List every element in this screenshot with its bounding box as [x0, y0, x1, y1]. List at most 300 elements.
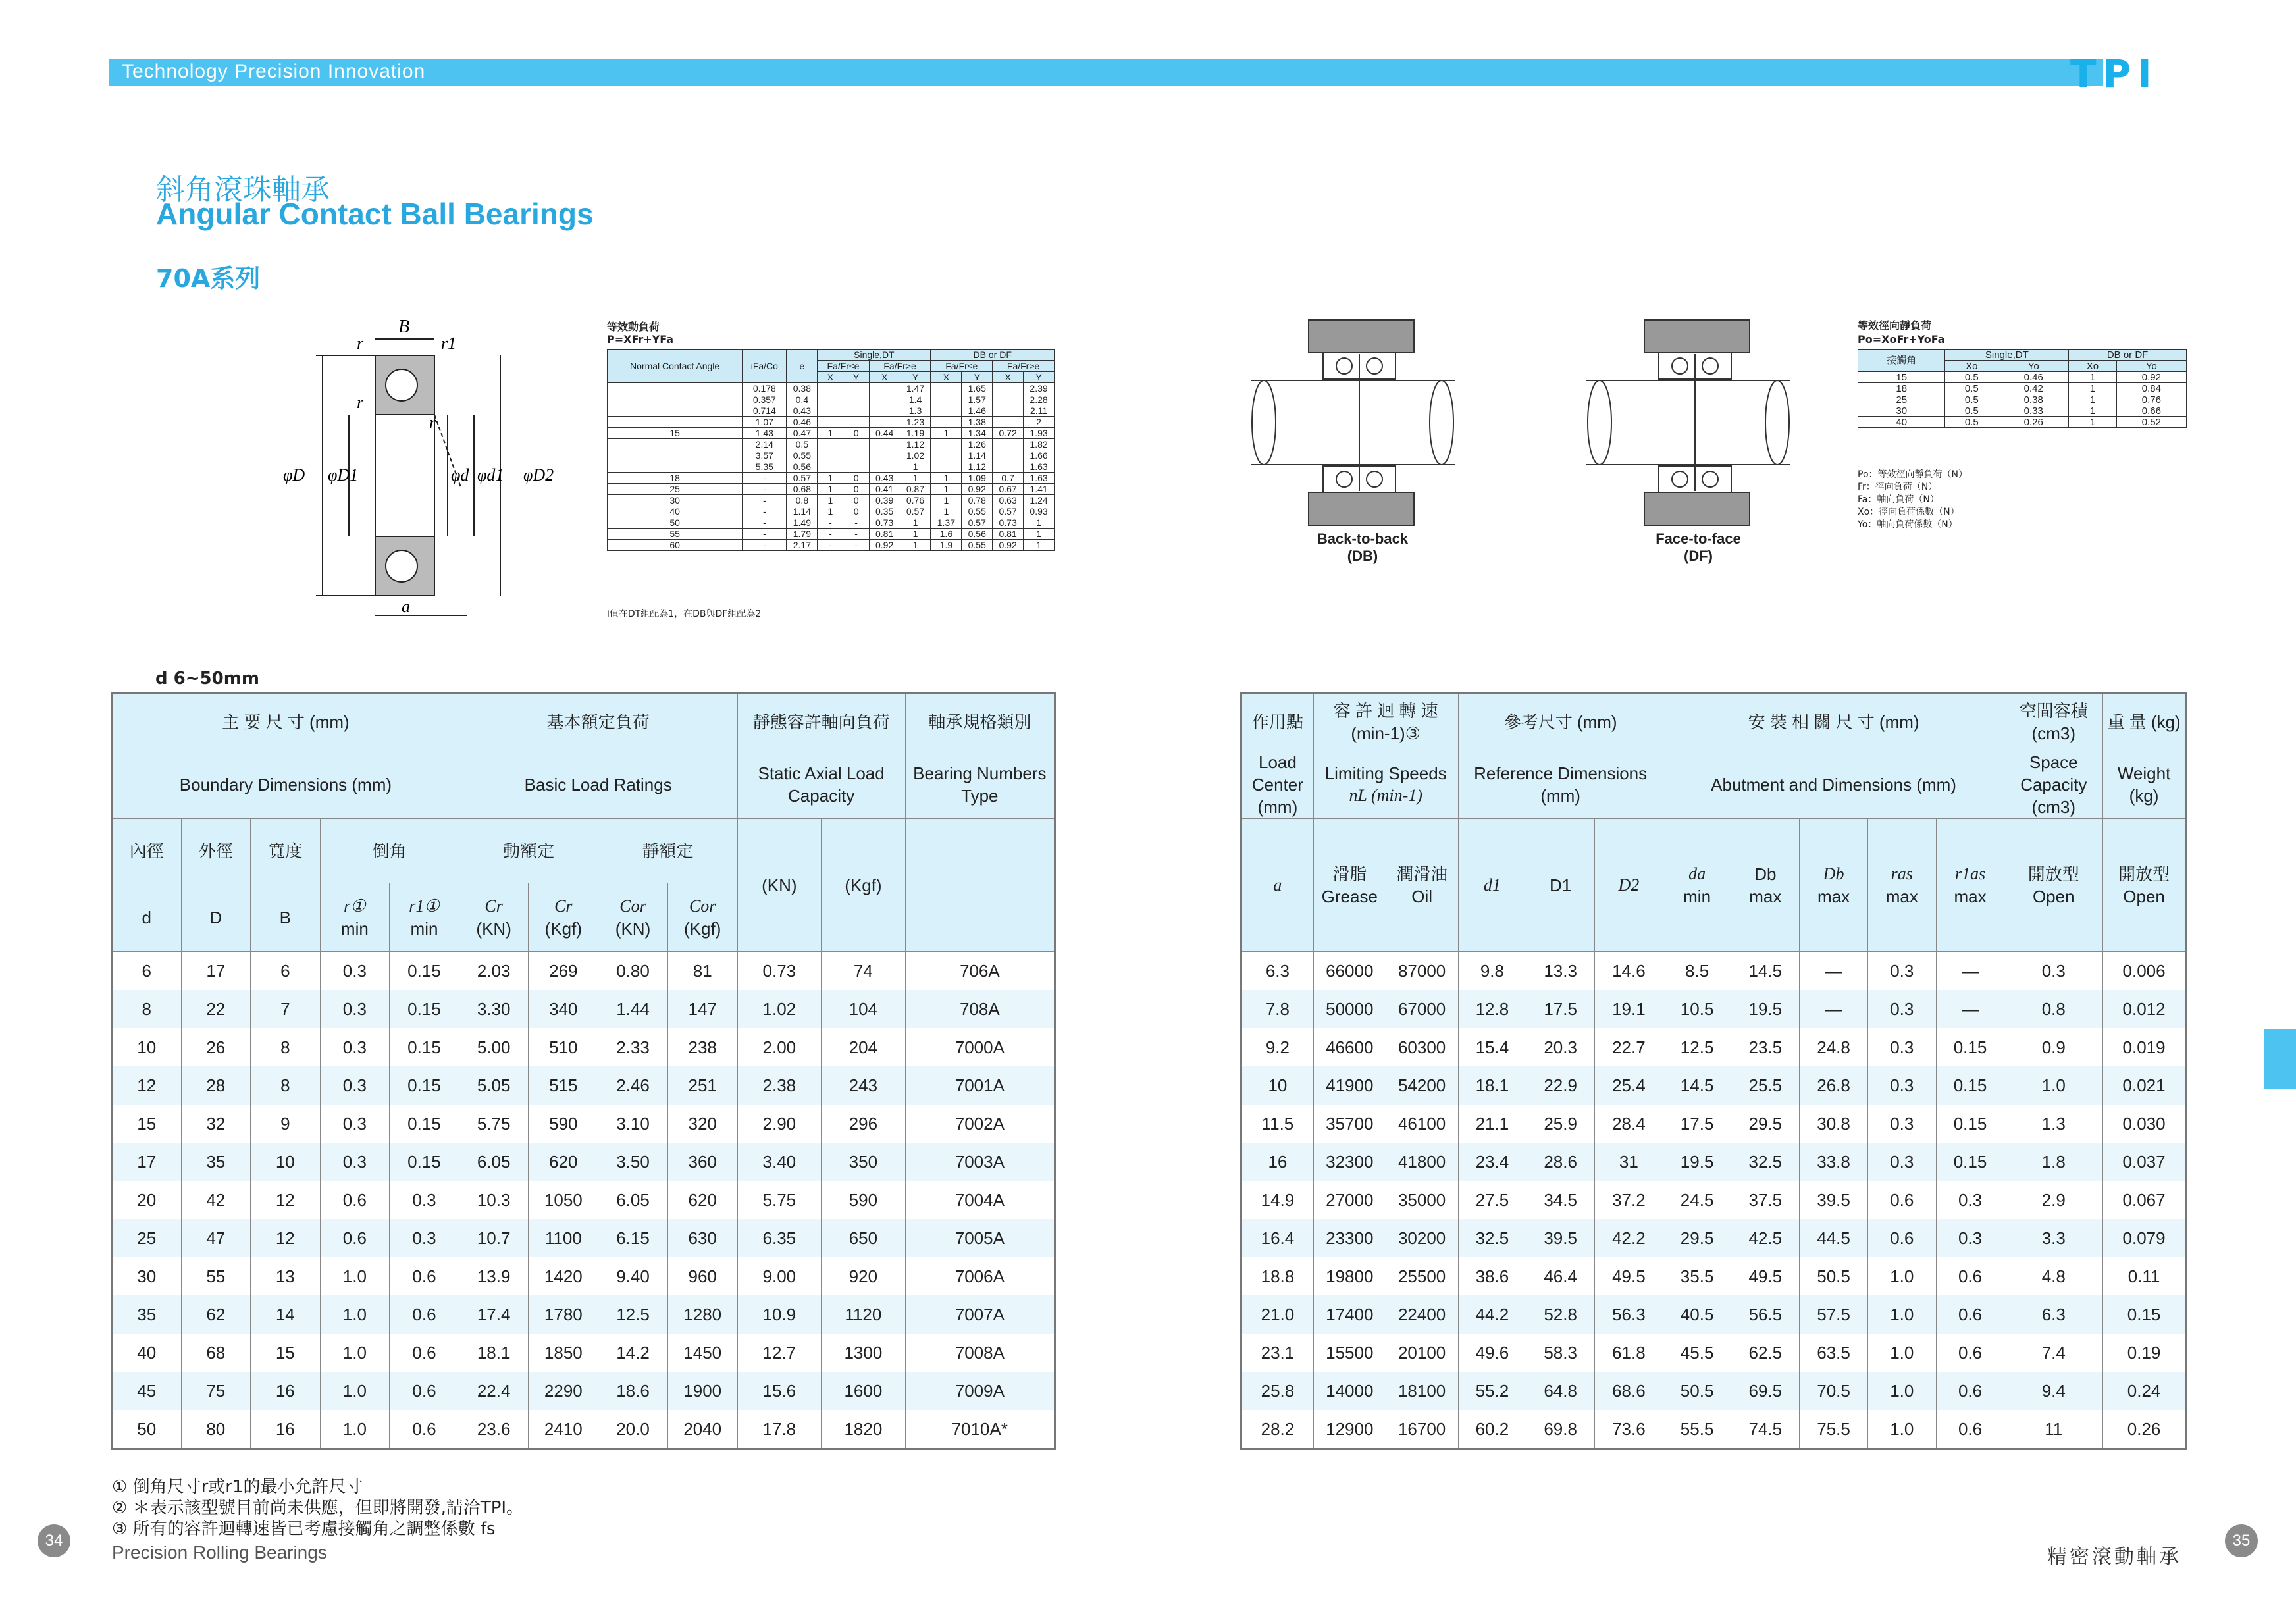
dyn-cell: 1.19: [900, 428, 931, 439]
right-table-cell: 24.5: [1663, 1181, 1731, 1219]
rh-ref-zh: 參考尺寸 (mm): [1458, 694, 1663, 750]
dyn-cell: [869, 439, 900, 450]
left-table-cell: 17: [181, 952, 251, 991]
left-table-cell: 12: [251, 1181, 321, 1219]
dyn-cell: 1: [900, 540, 931, 551]
right-table-cell: 1.0: [1867, 1257, 1936, 1295]
dyn-factor-table: [607, 349, 1055, 551]
static-legend-item: Fa：軸向負荷（N）: [1858, 494, 1939, 505]
lh-B: B: [251, 883, 321, 952]
right-table-cell: 52.8: [1526, 1295, 1595, 1334]
dyn-cell: 0.72: [993, 428, 1024, 439]
right-table-cell: 0.037: [2103, 1143, 2186, 1181]
left-table-cell: 22: [181, 990, 251, 1028]
left-table-cell: 7003A: [905, 1143, 1055, 1181]
left-table-cell: 2040: [667, 1410, 737, 1449]
left-table-cell: 50: [112, 1410, 182, 1449]
right-table-cell: 25.9: [1526, 1105, 1595, 1143]
lh-load-zh: 基本額定負荷: [459, 694, 737, 750]
right-table-cell: —: [1800, 990, 1868, 1028]
label-a: a: [402, 597, 410, 616]
right-table-cell: 46.4: [1526, 1257, 1595, 1295]
dyn-cell: [818, 383, 843, 394]
right-table-cell: 0.15: [1936, 1105, 2004, 1143]
static-cell: 0.33: [1998, 405, 2069, 417]
left-table-cell: 2.90: [737, 1105, 822, 1143]
left-table-cell: 0.3: [320, 1028, 390, 1066]
right-table-cell: 0.26: [2103, 1410, 2186, 1449]
left-table-cell: 15: [112, 1105, 182, 1143]
dyn-cell: 0.38: [787, 383, 818, 394]
left-table-cell: 68: [181, 1334, 251, 1372]
right-table-cell: 3.3: [2004, 1219, 2103, 1257]
dyn-cell: 0.5: [787, 439, 818, 450]
static-cell: 0.46: [1998, 372, 2069, 383]
dyn-cell: [931, 394, 962, 405]
left-table-cell: 3.50: [598, 1143, 668, 1181]
left-table-cell: 15.6: [737, 1372, 822, 1410]
left-table-cell: 1600: [822, 1372, 906, 1410]
left-table-cell: 0.3: [320, 990, 390, 1028]
left-table-cell: 0.3: [390, 1219, 459, 1257]
brand-logo: TPI: [2070, 51, 2158, 96]
right-table-cell: 1.0: [1867, 1410, 1936, 1449]
label-phi-D2: φD2: [523, 465, 554, 484]
left-table-cell: 13.9: [459, 1257, 529, 1295]
left-table-cell: 62: [181, 1295, 251, 1334]
left-table-row: [112, 1028, 1055, 1066]
dyn-cell: 0.4: [787, 394, 818, 405]
rh-ras: ras max: [1867, 819, 1936, 952]
rh-Db: Db max: [1731, 819, 1800, 952]
left-table-cell: 18.1: [459, 1334, 529, 1372]
right-table-cell: 9.4: [2004, 1372, 2103, 1410]
left-table-cell: 10: [112, 1028, 182, 1066]
dyn-cell: [843, 439, 869, 450]
left-table-cell: 0.3: [390, 1181, 459, 1219]
right-table-cell: 35.5: [1663, 1257, 1731, 1295]
dyn-head-single: Single,DT: [818, 350, 931, 361]
right-table-cell: 18.1: [1458, 1066, 1526, 1105]
left-table-cell: 10.9: [737, 1295, 822, 1334]
static-table-body: [1858, 372, 2187, 428]
left-table-cell: 590: [529, 1105, 598, 1143]
dyn-cell: -: [843, 540, 869, 551]
left-table-cell: 23.6: [459, 1410, 529, 1449]
right-table-cell: 23.4: [1458, 1143, 1526, 1181]
right-table-cell: 6.3: [2004, 1295, 2103, 1334]
right-table-cell: 50.5: [1800, 1257, 1868, 1295]
right-table-cell: 25.8: [1241, 1372, 1314, 1410]
rh-speed-en: Limiting Speeds nL (min-1): [1313, 750, 1458, 819]
right-table-cell: 25.4: [1595, 1066, 1663, 1105]
dyn-cell: 0.357: [743, 394, 787, 405]
left-table-cell: 22.4: [459, 1372, 529, 1410]
page-title-zh: 斜角滾珠軸承: [156, 173, 330, 207]
left-table-cell: 15: [251, 1334, 321, 1372]
static-cell: 0.92: [2116, 372, 2186, 383]
static-legend-item: Xo：徑向負荷係數（N）: [1858, 507, 1960, 517]
left-table-cell: 515: [529, 1066, 598, 1105]
right-table-row: [1241, 1334, 2186, 1372]
left-table-row: [112, 1143, 1055, 1181]
right-table-cell: 8.5: [1663, 952, 1731, 991]
dyn-cell: -: [743, 484, 787, 495]
dyn-cell: [608, 439, 743, 450]
lh-chamfer: 倒角: [320, 819, 459, 883]
lh-od: 外徑: [181, 819, 251, 883]
right-table-cell: —: [1800, 952, 1868, 991]
left-table-cell: 2410: [529, 1410, 598, 1449]
right-table-cell: 24.8: [1800, 1028, 1868, 1066]
left-table-row: [112, 1181, 1055, 1219]
right-table-cell: 0.3: [1867, 1028, 1936, 1066]
dyn-cell: 1.63: [1024, 461, 1055, 473]
dyn-row: [608, 517, 1055, 529]
dyn-cell: 0.93: [1024, 506, 1055, 517]
right-table-cell: 75.5: [1800, 1410, 1868, 1449]
right-table-cell: 39.5: [1526, 1219, 1595, 1257]
dyn-cell: [818, 461, 843, 473]
right-table-cell: 14000: [1313, 1372, 1386, 1410]
dyn-cell: 18: [608, 473, 743, 484]
left-table-cell: 5.75: [459, 1105, 529, 1143]
rh-abut-en: Abutment and Dimensions (mm): [1663, 750, 2004, 819]
static-cell: 0.5: [1945, 417, 1998, 428]
left-table-cell: 16: [251, 1372, 321, 1410]
right-table-cell: 33.8: [1800, 1143, 1868, 1181]
right-table-cell: —: [1936, 990, 2004, 1028]
lh-boundary-zh: 主 要 尺 寸 (mm): [112, 694, 459, 750]
right-table-cell: 20100: [1386, 1334, 1458, 1372]
left-table-cell: 350: [822, 1143, 906, 1181]
dyn-cell: 1.09: [962, 473, 993, 484]
footnote-1: ① 倒角尺寸r或r1的最小允許尺寸: [112, 1477, 363, 1497]
dyn-cell: 0.55: [787, 450, 818, 461]
left-table-cell: 16: [251, 1410, 321, 1449]
right-table-cell: 41900: [1313, 1066, 1386, 1105]
static-cell: 30: [1858, 405, 1945, 417]
right-table-cell: 23.5: [1731, 1028, 1800, 1066]
left-table-cell: 2.46: [598, 1066, 668, 1105]
right-table-cell: 0.030: [2103, 1105, 2186, 1143]
dyn-table-formula: P=XFr+YFa: [607, 333, 674, 346]
left-table-cell: 12.7: [737, 1334, 822, 1372]
right-table-cell: 74.5: [1731, 1410, 1800, 1449]
right-table-cell: 0.15: [1936, 1143, 2004, 1181]
lh-cr-kn: Cr (KN): [459, 883, 529, 952]
rh-abut-zh: 安 裝 相 關 尺 寸 (mm): [1663, 694, 2004, 750]
static-head-yo2: Yo: [2116, 361, 2186, 372]
right-table-cell: 50000: [1313, 990, 1386, 1028]
right-table-cell: 32.5: [1458, 1219, 1526, 1257]
series-label: 70A系列: [156, 264, 261, 293]
right-table-cell: 50.5: [1663, 1372, 1731, 1410]
dyn-cell: 0.8: [787, 495, 818, 506]
dyn-cell: 0.73: [993, 517, 1024, 529]
right-table-cell: 10.5: [1663, 990, 1731, 1028]
right-table-cell: 30.8: [1800, 1105, 1868, 1143]
dyn-cell: 0.92: [869, 540, 900, 551]
right-table-cell: 30200: [1386, 1219, 1458, 1257]
right-table-cell: 0.6: [1936, 1334, 2004, 1372]
dyn-cell: [993, 450, 1024, 461]
left-table-cell: 0.3: [320, 952, 390, 991]
dyn-cell: 0.68: [787, 484, 818, 495]
right-table-cell: 22.9: [1526, 1066, 1595, 1105]
right-table-cell: 0.021: [2103, 1066, 2186, 1105]
static-cell: 25: [1858, 394, 1945, 405]
left-table-cell: 32: [181, 1105, 251, 1143]
right-table-cell: 0.3: [1867, 1105, 1936, 1143]
right-table-cell: 18100: [1386, 1372, 1458, 1410]
right-table-cell: 27.5: [1458, 1181, 1526, 1219]
lh-cor-kgf: Cor (Kgf): [667, 883, 737, 952]
right-table-cell: 66000: [1313, 952, 1386, 991]
dyn-cell: 0.81: [993, 529, 1024, 540]
left-table-cell: 5.75: [737, 1181, 822, 1219]
dyn-cell: 1: [1024, 529, 1055, 540]
dyn-cell: 1: [818, 506, 843, 517]
static-factor-table: [1858, 349, 2187, 428]
left-table-cell: 320: [667, 1105, 737, 1143]
left-table-cell: 1120: [822, 1295, 906, 1334]
page-number-left: 34: [38, 1524, 70, 1557]
dyn-cell: 0.57: [787, 473, 818, 484]
dyn-cell: -: [818, 529, 843, 540]
dyn-cell: 60: [608, 540, 743, 551]
right-table-cell: 0.3: [1867, 1143, 1936, 1181]
right-table-cell: 34.5: [1526, 1181, 1595, 1219]
back-to-back-diagram: [1251, 315, 1455, 545]
dyn-cell: 2.14: [743, 439, 787, 450]
dyn-cell: 0.7: [993, 473, 1024, 484]
right-table-row: [1241, 990, 2186, 1028]
rh-center-en: Load Center (mm): [1241, 750, 1314, 819]
left-table-row: [112, 1410, 1055, 1449]
dyn-cell: 1.12: [962, 461, 993, 473]
left-table-cell: 1820: [822, 1410, 906, 1449]
left-table-cell: 7007A: [905, 1295, 1055, 1334]
dyn-cell: 1: [900, 517, 931, 529]
left-table-cell: 1450: [667, 1334, 737, 1372]
dyn-cell: [843, 461, 869, 473]
rh-speed-zh: 容 許 迴 轉 速 (min-1)③: [1313, 694, 1458, 750]
dyn-cell: 1: [931, 506, 962, 517]
left-table-cell: 1280: [667, 1295, 737, 1334]
dyn-table-note: i值在DT組配為1，在DB與DF組配為2: [607, 609, 762, 619]
right-table-cell: 69.8: [1526, 1410, 1595, 1449]
left-table-cell: 590: [822, 1181, 906, 1219]
left-table-cell: 7: [251, 990, 321, 1028]
right-table-row: [1241, 1257, 2186, 1295]
right-table-cell: 0.9: [2004, 1028, 2103, 1066]
rh-grease: 滑脂 Grease: [1313, 819, 1386, 952]
right-table-row: [1241, 1295, 2186, 1334]
dyn-cell: 1.82: [1024, 439, 1055, 450]
lh-boundary-en: Boundary Dimensions (mm): [112, 750, 459, 819]
left-table-cell: 630: [667, 1219, 737, 1257]
dyn-cell: 25: [608, 484, 743, 495]
right-table-cell: —: [1936, 952, 2004, 991]
dyn-cell: [608, 383, 743, 394]
dyn-table-caption: 等效動負荷: [607, 321, 660, 333]
left-table-cell: 0.3: [320, 1066, 390, 1105]
right-table-cell: 0.11: [2103, 1257, 2186, 1295]
dyn-cell: 0.714: [743, 405, 787, 417]
dyn-cell: [931, 405, 962, 417]
left-table-cell: 7010A*: [905, 1410, 1055, 1449]
dyn-row: [608, 495, 1055, 506]
static-row: [1858, 417, 2187, 428]
lh-static-zh: 靜態容許軸向負荷: [737, 694, 905, 750]
dyn-row: [608, 439, 1055, 450]
static-head-single: Single,DT: [1945, 350, 2069, 361]
static-legend-item: Fr：徑向負荷（N）: [1858, 482, 1938, 492]
right-table-cell: 0.15: [2103, 1295, 2186, 1334]
left-table-cell: 5.00: [459, 1028, 529, 1066]
right-table-cell: 56.3: [1595, 1295, 1663, 1334]
db-label: Back-to-back (DB): [1317, 531, 1409, 564]
left-table-cell: 1300: [822, 1334, 906, 1372]
dyn-cell: 1: [818, 495, 843, 506]
static-cell: 0.42: [1998, 383, 2069, 394]
rh-d1: d1: [1458, 819, 1526, 952]
right-table-cell: 22400: [1386, 1295, 1458, 1334]
right-table-cell: 49.5: [1595, 1257, 1663, 1295]
right-table-cell: 0.24: [2103, 1372, 2186, 1410]
right-table-cell: 17.5: [1526, 990, 1595, 1028]
right-table-cell: 1.3: [2004, 1105, 2103, 1143]
dyn-cell: [843, 405, 869, 417]
lh-load-en: Basic Load Ratings: [459, 750, 737, 819]
left-table-cell: 10.7: [459, 1219, 529, 1257]
dyn-cell: 1.34: [962, 428, 993, 439]
right-table-cell: 67000: [1386, 990, 1458, 1028]
right-table-cell: 0.3: [1936, 1181, 2004, 1219]
left-table-row: [112, 1372, 1055, 1410]
dyn-row: [608, 383, 1055, 394]
left-table-cell: 0.3: [320, 1105, 390, 1143]
right-table-cell: 28.2: [1241, 1410, 1314, 1449]
dyn-row: [608, 461, 1055, 473]
right-table-row: [1241, 1066, 2186, 1105]
right-table-cell: 87000: [1386, 952, 1458, 991]
right-table-cell: 19800: [1313, 1257, 1386, 1295]
lh-D: D: [181, 883, 251, 952]
dyn-cell: 0.76: [900, 495, 931, 506]
dyn-cell: 0.63: [993, 495, 1024, 506]
dyn-cell: 1.46: [962, 405, 993, 417]
rh-ref-en: Reference Dimensions (mm): [1458, 750, 1663, 819]
dyn-cell: 0.92: [993, 540, 1024, 551]
label-phi-D: φD: [283, 465, 305, 484]
left-table-cell: 0.6: [390, 1410, 459, 1449]
dyn-cell: 0.41: [869, 484, 900, 495]
dyn-cell: [869, 417, 900, 428]
dyn-head-le: Fa/Fr≤e: [818, 361, 869, 372]
dyn-cell: [818, 439, 843, 450]
dyn-cell: 0.73: [869, 517, 900, 529]
dyn-cell: 1.49: [787, 517, 818, 529]
right-table-cell: 6.3: [1241, 952, 1314, 991]
label-r: r: [357, 334, 364, 353]
dyn-cell: [931, 450, 962, 461]
dyn-cell: 1: [931, 473, 962, 484]
dyn-cell: 1: [818, 484, 843, 495]
right-table-cell: 15.4: [1458, 1028, 1526, 1066]
right-table-cell: 19.5: [1731, 990, 1800, 1028]
right-table-cell: 69.5: [1731, 1372, 1800, 1410]
dyn-cell: 0.46: [787, 417, 818, 428]
side-tab-marker: [2264, 1029, 2296, 1089]
face-to-face-diagram: [1586, 315, 1790, 545]
rh-D2: D2: [1595, 819, 1663, 952]
static-legend-item: Po：等效徑向靜負荷（N）: [1858, 469, 1968, 480]
left-table-cell: 80: [181, 1410, 251, 1449]
left-table-cell: 26: [181, 1028, 251, 1066]
static-cell: 0.66: [2116, 405, 2186, 417]
lh-num-en: Bearing Numbers Type: [905, 750, 1055, 819]
right-table-cell: 28.4: [1595, 1105, 1663, 1143]
label-r-inner: r: [357, 393, 364, 412]
right-table-cell: 0.079: [2103, 1219, 2186, 1257]
left-table-cell: 12.5: [598, 1295, 668, 1334]
right-table-cell: 46600: [1313, 1028, 1386, 1066]
left-table-cell: 20.0: [598, 1410, 668, 1449]
left-table-cell: 104: [822, 990, 906, 1028]
right-table-cell: 61.8: [1595, 1334, 1663, 1372]
left-table-cell: 0.15: [390, 952, 459, 991]
left-table-cell: 1100: [529, 1219, 598, 1257]
right-spec-table: [1240, 692, 2187, 1450]
left-table-cell: 18.6: [598, 1372, 668, 1410]
right-table-cell: 25.5: [1731, 1066, 1800, 1105]
left-table-cell: 9.40: [598, 1257, 668, 1295]
static-cell: 1: [2069, 372, 2117, 383]
left-table-cell: 0.15: [390, 990, 459, 1028]
right-table-cell: 37.2: [1595, 1181, 1663, 1219]
dyn-cell: 1.23: [900, 417, 931, 428]
dyn-cell: 40: [608, 506, 743, 517]
left-table-cell: 2.00: [737, 1028, 822, 1066]
static-cell: 40: [1858, 417, 1945, 428]
left-table-cell: 2.38: [737, 1066, 822, 1105]
left-table-cell: 1900: [667, 1372, 737, 1410]
dyn-cell: 1.38: [962, 417, 993, 428]
left-table-cell: 1.0: [320, 1334, 390, 1372]
dyn-head-gt: Fa/Fr>e: [869, 361, 931, 372]
left-table-cell: 960: [667, 1257, 737, 1295]
dyn-cell: 2.28: [1024, 394, 1055, 405]
dyn-cell: 0: [843, 495, 869, 506]
right-table-cell: 32300: [1313, 1143, 1386, 1181]
right-table-cell: 57.5: [1800, 1295, 1868, 1334]
left-table-cell: 8: [112, 990, 182, 1028]
rh-space-open: 開放型 Open: [2004, 819, 2103, 952]
right-table-row: [1241, 1105, 2186, 1143]
dyn-cell: 0.57: [993, 506, 1024, 517]
dyn-cell: 1.02: [900, 450, 931, 461]
left-table-row: [112, 1066, 1055, 1105]
left-table-cell: 35: [112, 1295, 182, 1334]
dyn-cell: [843, 394, 869, 405]
dyn-cell: [843, 417, 869, 428]
right-table-cell: 29.5: [1731, 1105, 1800, 1143]
right-table-cell: 0.15: [1936, 1028, 2004, 1066]
dyn-head-x3: X: [931, 372, 962, 383]
dyn-cell: 1.6: [931, 529, 962, 540]
